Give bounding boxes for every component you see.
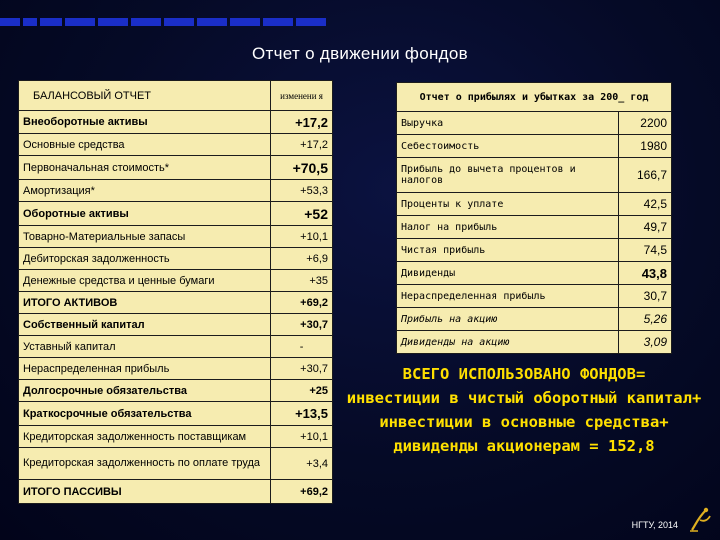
row-label: Нераспределенная прибыль bbox=[19, 358, 271, 380]
row-value: 166,7 bbox=[619, 158, 672, 193]
row-label: Первоначальная стоимость* bbox=[19, 156, 271, 180]
row-value: +10,1 bbox=[271, 426, 333, 448]
table-row bbox=[397, 331, 672, 354]
table-row bbox=[397, 158, 672, 193]
table-row bbox=[19, 314, 333, 336]
table-row bbox=[397, 285, 672, 308]
row-label: Кредиторская задолженность поставщикам bbox=[19, 426, 271, 448]
row-label: Прибыль на акцию bbox=[397, 308, 619, 331]
table-row bbox=[19, 202, 333, 226]
row-label: Нераспределенная прибыль bbox=[397, 285, 619, 308]
table-row bbox=[19, 358, 333, 380]
slide-title: Отчет о движении фондов bbox=[252, 44, 468, 63]
table-row bbox=[397, 112, 672, 135]
summary-line: ВСЕГО ИСПОЛЬЗОВАНО ФОНДОВ= bbox=[402, 365, 646, 383]
row-label: Собственный капитал bbox=[19, 314, 271, 336]
decorative-top-bars bbox=[0, 18, 326, 26]
row-value: +30,7 bbox=[271, 314, 333, 336]
row-label: Краткосрочные обязательства bbox=[19, 402, 271, 426]
table-row bbox=[19, 156, 333, 180]
balance-sheet-table bbox=[18, 80, 333, 504]
row-value: 42,5 bbox=[619, 193, 672, 216]
row-label: Чистая прибыль bbox=[397, 239, 619, 262]
row-value: +70,5 bbox=[271, 156, 333, 180]
row-label: Налог на прибыль bbox=[397, 216, 619, 239]
balance-header-value: изменени я bbox=[271, 81, 333, 111]
row-value: +69,2 bbox=[271, 292, 333, 314]
row-value: - bbox=[271, 336, 333, 358]
table-row bbox=[397, 308, 672, 331]
row-label: ИТОГО АКТИВОВ bbox=[19, 292, 271, 314]
table-row bbox=[19, 270, 333, 292]
row-value: 2200 bbox=[619, 112, 672, 135]
funds-summary bbox=[332, 362, 716, 458]
row-label: ИТОГО ПАССИВЫ bbox=[19, 480, 271, 504]
logo-icon bbox=[686, 504, 714, 534]
row-value: +30,7 bbox=[271, 358, 333, 380]
row-label: Оборотные активы bbox=[19, 202, 271, 226]
row-value: +17,2 bbox=[271, 134, 333, 156]
row-value: +6,9 bbox=[271, 248, 333, 270]
table-row bbox=[19, 402, 333, 426]
table-row bbox=[397, 262, 672, 285]
row-value: 5,26 bbox=[619, 308, 672, 331]
table-header-row bbox=[397, 83, 672, 112]
table-row bbox=[19, 448, 333, 480]
table-row bbox=[19, 292, 333, 314]
table-row bbox=[397, 135, 672, 158]
row-value: +3,4 bbox=[271, 448, 333, 480]
row-value: +10,1 bbox=[271, 226, 333, 248]
table-header-row bbox=[19, 81, 333, 111]
row-value: +17,2 bbox=[271, 111, 333, 134]
table-row bbox=[19, 248, 333, 270]
row-value: 1980 bbox=[619, 135, 672, 158]
row-value: 3,09 bbox=[619, 331, 672, 354]
table-row bbox=[19, 336, 333, 358]
row-label: Проценты к уплате bbox=[397, 193, 619, 216]
row-label: Внеоборотные активы bbox=[19, 111, 271, 134]
summary-line: инвестиции в основные средства+ bbox=[379, 413, 669, 431]
table-row bbox=[19, 134, 333, 156]
row-value: +35 bbox=[271, 270, 333, 292]
row-value: 49,7 bbox=[619, 216, 672, 239]
table-row bbox=[19, 426, 333, 448]
row-value: +25 bbox=[271, 380, 333, 402]
income-statement-table bbox=[396, 82, 672, 354]
row-value: 74,5 bbox=[619, 239, 672, 262]
summary-line: инвестиции в чистый оборотный капитал+ bbox=[346, 389, 702, 407]
row-label: Основные средства bbox=[19, 134, 271, 156]
row-label: Себестоимость bbox=[397, 135, 619, 158]
row-value: +13,5 bbox=[271, 402, 333, 426]
table-row bbox=[397, 193, 672, 216]
summary-line: дивиденды акционерам = 152,8 bbox=[393, 437, 655, 455]
table-row bbox=[397, 216, 672, 239]
row-value: +52 bbox=[271, 202, 333, 226]
row-label: Долгосрочные обязательства bbox=[19, 380, 271, 402]
footer-credit: НГТУ, 2014 bbox=[631, 520, 678, 530]
row-label: Выручка bbox=[397, 112, 619, 135]
row-label: Дивиденды на акцию bbox=[397, 331, 619, 354]
table-row bbox=[19, 480, 333, 504]
row-value: 43,8 bbox=[619, 262, 672, 285]
row-label: Дивиденды bbox=[397, 262, 619, 285]
row-label: Денежные средства и ценные бумаги bbox=[19, 270, 271, 292]
table-row bbox=[19, 380, 333, 402]
row-label: Дебиторская задолженность bbox=[19, 248, 271, 270]
row-label: Амортизация* bbox=[19, 180, 271, 202]
table-row bbox=[397, 239, 672, 262]
row-value: +53,3 bbox=[271, 180, 333, 202]
balance-header-label: БАЛАНСОВЫЙ ОТЧЕТ bbox=[19, 81, 271, 111]
row-value: 30,7 bbox=[619, 285, 672, 308]
row-value: +69,2 bbox=[271, 480, 333, 504]
table-row bbox=[19, 226, 333, 248]
row-label: Уставный капитал bbox=[19, 336, 271, 358]
row-label: Товарно-Материальные запасы bbox=[19, 226, 271, 248]
row-label: Прибыль до вычета процентов и налогов bbox=[397, 158, 619, 193]
income-statement-header: Отчет о прибылях и убытках за 200_ год bbox=[397, 83, 672, 112]
table-row bbox=[19, 180, 333, 202]
row-label: Кредиторская задолженность по оплате труда bbox=[19, 448, 271, 480]
table-row bbox=[19, 111, 333, 134]
